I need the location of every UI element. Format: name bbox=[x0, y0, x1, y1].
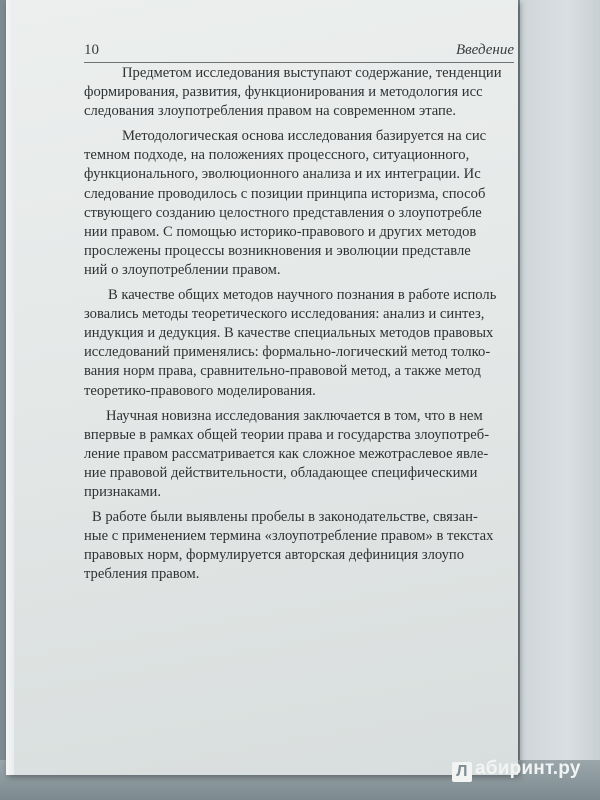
text-line: индукция и дедукция. В качестве специальных методов правовых bbox=[84, 325, 494, 342]
labirint-watermark bbox=[452, 758, 581, 782]
text-line: нии правом. С помощью историко-правового и других методов bbox=[84, 223, 477, 240]
paragraph bbox=[84, 64, 514, 121]
text-line: Методологическая основа исследования базируется на сис bbox=[122, 128, 487, 145]
body-text bbox=[84, 64, 514, 590]
page-header bbox=[84, 38, 514, 63]
text-line: функционального, эволюционного анализа и их интеграции. Ис bbox=[84, 166, 481, 183]
text-line: вания норм права, сравнительно-правовой метод, а также метод bbox=[84, 363, 481, 380]
text-line: В качестве общих методов научного познания в работе исполь bbox=[108, 287, 497, 304]
text-line: ний о злоупотреблении правом. bbox=[84, 261, 281, 278]
paragraph bbox=[84, 508, 514, 584]
paragraph bbox=[84, 127, 514, 280]
text-line: формирования, развития, функционирования и методология исс bbox=[84, 84, 483, 101]
text-line: Научная новизна исследования заключается в том, что в нем bbox=[106, 407, 483, 424]
text-line: впервые в рамках общей теории права и государства злоупотреб- bbox=[84, 426, 490, 443]
text-line: ление правом рассматривается как сложное межотраслевое явле- bbox=[84, 445, 489, 462]
text-line: прослежены процессы возникновения и эволюции представле bbox=[84, 242, 471, 259]
labirint-logo-icon: Л bbox=[452, 762, 472, 782]
paragraph bbox=[84, 286, 514, 401]
page-edge bbox=[6, 0, 14, 775]
text-line: признаками. bbox=[84, 483, 162, 500]
text-line: требления правом. bbox=[84, 566, 200, 583]
text-line: правовых норм, формулируется авторская дефиниция злоупо bbox=[84, 547, 465, 564]
text-line: В работе были выявлены пробелы в законодательстве, связан- bbox=[92, 509, 478, 526]
text-line: темном подходе, на положениях процессного, ситуационного, bbox=[84, 147, 470, 164]
text-line: исследований применялись: формально-логический метод толко- bbox=[84, 344, 491, 361]
text-line: ствующего созданию целостного представления о злоупотребле bbox=[84, 204, 482, 221]
text-line: следование проводилось с позиции принципа историзма, способ bbox=[84, 185, 486, 202]
page-number: 10 bbox=[84, 42, 99, 58]
watermark-text: абиринт.ру bbox=[475, 758, 581, 779]
text-line: Предметом исследования выступают содержание, тенденции bbox=[122, 65, 502, 81]
text-line: теоретико-правового моделирования. bbox=[84, 382, 316, 399]
background-right-page bbox=[520, 0, 600, 800]
text-line: зовались методы теоретического исследования: анализ и синтез, bbox=[84, 306, 485, 323]
text-line: ние правовой действительности, обладающее специфическими bbox=[84, 464, 478, 481]
running-head: Введение bbox=[456, 42, 514, 58]
paragraph bbox=[84, 407, 514, 502]
text-line: следования злоупотребления правом на современном этапе. bbox=[84, 103, 456, 120]
text-line: ные с применением термина «злоупотребление правом» в текстах bbox=[84, 528, 494, 545]
